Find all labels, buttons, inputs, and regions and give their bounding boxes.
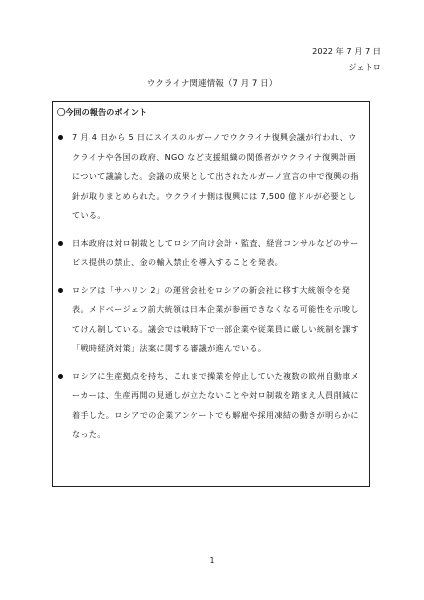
key-point-text: 7 月 4 日から 5 日にスイスのルガーノでウクライナ復興会議が行われ、ウクライナや各国の政府、NGO など支援組織の関係者がウクライナ復興計画について議論した。会議の成果として出されたルガーノ宣言の中で復興の指針が取りまとめられた。ウクライナ側は復興には 7,500 億ドルが必要としている。 [72, 132, 359, 220]
key-point-item [53, 234, 369, 273]
report-date: 2022 年 7 月 7 日 [312, 46, 381, 56]
key-point-text: 日本政府は対ロ制裁としてロシア向け会計・監査、経営コンサルなどのサービス提供の禁止、金の輸入禁止を導入することを発表。 [72, 237, 359, 267]
bullet-icon [58, 288, 63, 293]
bullet-icon [58, 135, 63, 140]
organization-name: ジェトロ [348, 62, 381, 72]
bullet-icon [58, 374, 63, 379]
key-points-heading: 〇今回の報告のポイント [57, 107, 148, 117]
document-title: ウクライナ関連情報（7 月 7 日） [146, 79, 278, 89]
page-number: 1 [209, 556, 215, 565]
key-point-item [53, 128, 369, 226]
bullet-icon [58, 241, 63, 246]
key-point-text: ロシアに生産拠点を持ち、これまで操業を停止していた複数の欧州自動車メーカーは、生産再開の見通しが立たないことや対ロ制裁を踏まえ人員削減に着手した。ロシアでの企業アンケートでも解雇や採用凍結の動きが明らかになった。 [72, 370, 360, 439]
key-points-box [52, 101, 370, 487]
key-point-item [53, 367, 369, 445]
key-point-text: ロシアは「サハリン 2」の運営会社をロシアの新会社に移す大統領令を発表。メドベージェフ前大統領は日本企業が参画できなくなる可能性を示唆してけん制している。議会では戦時下で一部企業や従業員に厳しい統制を課す「戦時経済対策」法案に関する審議が進んでいる。 [72, 284, 360, 353]
key-point-item [53, 281, 369, 359]
key-points-list [53, 128, 369, 453]
